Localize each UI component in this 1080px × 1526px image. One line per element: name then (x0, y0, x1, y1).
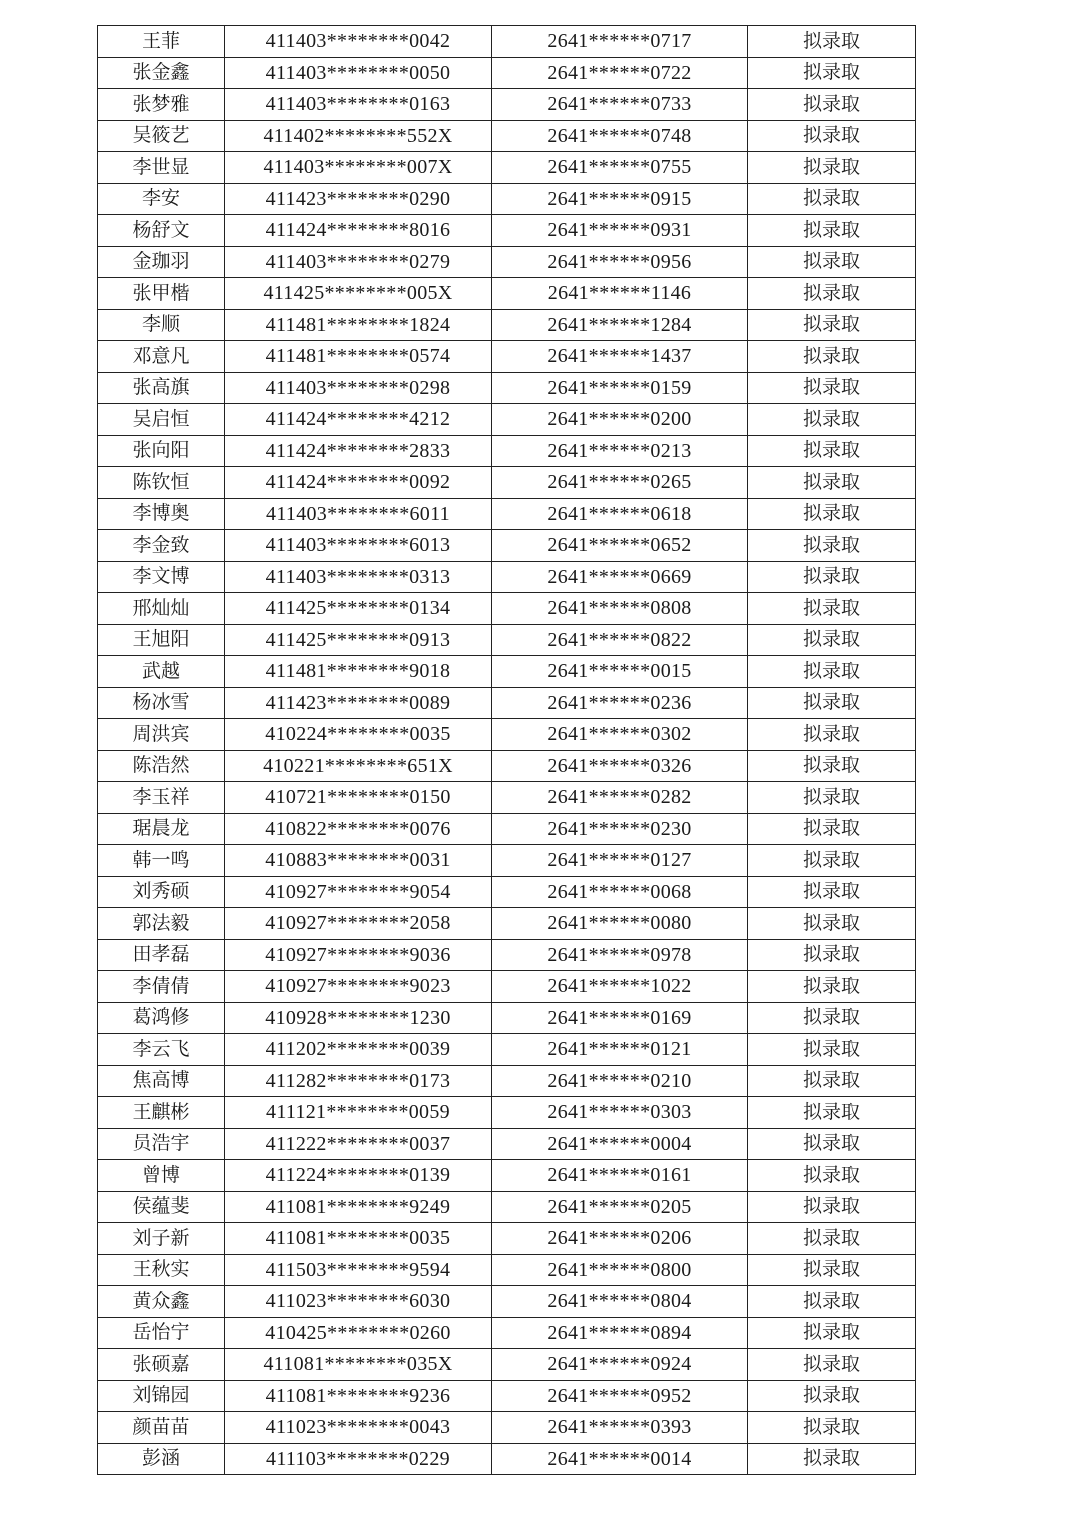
table-row (98, 1128, 916, 1160)
id-number-cell: 411103********0229 (225, 1443, 492, 1475)
id-number-cell: 411425********0913 (225, 624, 492, 656)
table-row (98, 624, 916, 656)
table-row (98, 561, 916, 593)
admission-status-cell: 拟录取 (748, 782, 916, 814)
admission-status-cell: 拟录取 (748, 89, 916, 121)
candidate-name-cell: 葛鸿修 (98, 1002, 225, 1034)
id-number-cell: 410927********9054 (225, 876, 492, 908)
candidate-name-cell: 李倩倩 (98, 971, 225, 1003)
id-number-cell: 411081********9249 (225, 1191, 492, 1223)
id-number-cell: 410425********0260 (225, 1317, 492, 1349)
admission-status-cell: 拟录取 (748, 971, 916, 1003)
exam-number-cell: 2641******0205 (492, 1191, 748, 1223)
admission-status-cell: 拟录取 (748, 246, 916, 278)
admission-status-cell: 拟录取 (748, 1443, 916, 1475)
admission-status-cell: 拟录取 (748, 939, 916, 971)
table-row (98, 404, 916, 436)
id-number-cell: 411403********6011 (225, 498, 492, 530)
id-number-cell: 411403********0298 (225, 372, 492, 404)
table-row (98, 1191, 916, 1223)
exam-number-cell: 2641******0722 (492, 57, 748, 89)
exam-number-cell: 2641******0206 (492, 1223, 748, 1255)
admission-status-cell: 拟录取 (748, 1223, 916, 1255)
candidate-name-cell: 韩一鸣 (98, 845, 225, 877)
exam-number-cell: 2641******1284 (492, 309, 748, 341)
exam-number-cell: 2641******0265 (492, 467, 748, 499)
admission-status-cell: 拟录取 (748, 1254, 916, 1286)
table-row (98, 1223, 916, 1255)
exam-number-cell: 2641******0213 (492, 435, 748, 467)
exam-number-cell: 2641******0652 (492, 530, 748, 562)
table-row (98, 845, 916, 877)
admission-status-cell: 拟录取 (748, 372, 916, 404)
id-number-cell: 411403********0042 (225, 26, 492, 58)
table-row (98, 971, 916, 1003)
table-row (98, 530, 916, 562)
table-row (98, 1097, 916, 1129)
id-number-cell: 411424********0092 (225, 467, 492, 499)
exam-number-cell: 2641******0282 (492, 782, 748, 814)
admission-status-cell: 拟录取 (748, 1412, 916, 1444)
id-number-cell: 410822********0076 (225, 813, 492, 845)
table-row (98, 1317, 916, 1349)
id-number-cell: 411202********0039 (225, 1034, 492, 1066)
candidate-name-cell: 刘锦园 (98, 1380, 225, 1412)
candidate-name-cell: 李博奥 (98, 498, 225, 530)
exam-number-cell: 2641******0015 (492, 656, 748, 688)
exam-number-cell: 2641******0169 (492, 1002, 748, 1034)
admission-status-cell: 拟录取 (748, 845, 916, 877)
admission-status-cell: 拟录取 (748, 309, 916, 341)
id-number-cell: 411402********552X (225, 120, 492, 152)
exam-number-cell: 2641******0755 (492, 152, 748, 184)
admission-status-cell: 拟录取 (748, 183, 916, 215)
exam-number-cell: 2641******0931 (492, 215, 748, 247)
id-number-cell: 411222********0037 (225, 1128, 492, 1160)
id-number-cell: 410928********1230 (225, 1002, 492, 1034)
admission-status-cell: 拟录取 (748, 152, 916, 184)
exam-number-cell: 2641******0004 (492, 1128, 748, 1160)
candidate-name-cell: 张向阳 (98, 435, 225, 467)
table-row (98, 183, 916, 215)
id-number-cell: 411023********6030 (225, 1286, 492, 1318)
candidate-name-cell: 陈浩然 (98, 750, 225, 782)
table-row (98, 908, 916, 940)
exam-number-cell: 2641******0236 (492, 687, 748, 719)
table-row (98, 1254, 916, 1286)
candidate-name-cell: 李世显 (98, 152, 225, 184)
candidate-name-cell: 李金致 (98, 530, 225, 562)
admission-status-cell: 拟录取 (748, 624, 916, 656)
table-row (98, 309, 916, 341)
admission-status-cell: 拟录取 (748, 57, 916, 89)
table-row (98, 26, 916, 58)
exam-number-cell: 2641******0127 (492, 845, 748, 877)
exam-number-cell: 2641******1146 (492, 278, 748, 310)
exam-number-cell: 2641******0915 (492, 183, 748, 215)
candidate-name-cell: 李玉祥 (98, 782, 225, 814)
admission-status-cell: 拟录取 (748, 341, 916, 373)
admission-status-cell: 拟录取 (748, 215, 916, 247)
id-number-cell: 411403********0163 (225, 89, 492, 121)
id-number-cell: 410927********9036 (225, 939, 492, 971)
table-row (98, 1380, 916, 1412)
candidate-name-cell: 周洪宾 (98, 719, 225, 751)
table-row (98, 656, 916, 688)
id-number-cell: 410927********2058 (225, 908, 492, 940)
table-row (98, 1034, 916, 1066)
id-number-cell: 410221********651X (225, 750, 492, 782)
exam-number-cell: 2641******0952 (492, 1380, 748, 1412)
admission-status-cell: 拟录取 (748, 687, 916, 719)
candidate-name-cell: 李文博 (98, 561, 225, 593)
table-row (98, 593, 916, 625)
exam-number-cell: 2641******0302 (492, 719, 748, 751)
candidate-name-cell: 金珈羽 (98, 246, 225, 278)
candidate-name-cell: 吴筱艺 (98, 120, 225, 152)
table-row (98, 278, 916, 310)
id-number-cell: 410883********0031 (225, 845, 492, 877)
exam-number-cell: 2641******0068 (492, 876, 748, 908)
table-row (98, 719, 916, 751)
admission-status-cell: 拟录取 (748, 1065, 916, 1097)
admission-status-cell: 拟录取 (748, 1191, 916, 1223)
table-row (98, 1412, 916, 1444)
table-row (98, 152, 916, 184)
table-row (98, 813, 916, 845)
exam-number-cell: 2641******0800 (492, 1254, 748, 1286)
candidate-name-cell: 焦高博 (98, 1065, 225, 1097)
table-row (98, 1160, 916, 1192)
exam-number-cell: 2641******0014 (492, 1443, 748, 1475)
id-number-cell: 411424********4212 (225, 404, 492, 436)
id-number-cell: 411503********9594 (225, 1254, 492, 1286)
candidate-name-cell: 张硕嘉 (98, 1349, 225, 1381)
table-row (98, 687, 916, 719)
id-number-cell: 411224********0139 (225, 1160, 492, 1192)
table-row (98, 1065, 916, 1097)
exam-number-cell: 2641******0200 (492, 404, 748, 436)
id-number-cell: 411481********9018 (225, 656, 492, 688)
exam-number-cell: 2641******0822 (492, 624, 748, 656)
exam-number-cell: 2641******0393 (492, 1412, 748, 1444)
table-row (98, 1349, 916, 1381)
admission-list-table (97, 25, 916, 1475)
table-row (98, 1286, 916, 1318)
admission-status-cell: 拟录取 (748, 404, 916, 436)
exam-number-cell: 2641******0121 (492, 1034, 748, 1066)
exam-number-cell: 2641******0159 (492, 372, 748, 404)
admission-status-cell: 拟录取 (748, 1097, 916, 1129)
id-number-cell: 411423********0290 (225, 183, 492, 215)
candidate-name-cell: 张甲楷 (98, 278, 225, 310)
admission-status-cell: 拟录取 (748, 1128, 916, 1160)
admission-status-cell: 拟录取 (748, 467, 916, 499)
candidate-name-cell: 王麒彬 (98, 1097, 225, 1129)
id-number-cell: 411424********8016 (225, 215, 492, 247)
candidate-name-cell: 员浩宇 (98, 1128, 225, 1160)
exam-number-cell: 2641******1437 (492, 341, 748, 373)
candidate-name-cell: 李顺 (98, 309, 225, 341)
id-number-cell: 411023********0043 (225, 1412, 492, 1444)
admission-status-cell: 拟录取 (748, 26, 916, 58)
table-row (98, 1002, 916, 1034)
candidate-name-cell: 颜苗苗 (98, 1412, 225, 1444)
table-row (98, 341, 916, 373)
id-number-cell: 411403********6013 (225, 530, 492, 562)
candidate-name-cell: 李安 (98, 183, 225, 215)
admission-status-cell: 拟录取 (748, 561, 916, 593)
candidate-name-cell: 李云飞 (98, 1034, 225, 1066)
table-row (98, 782, 916, 814)
exam-number-cell: 2641******0924 (492, 1349, 748, 1381)
exam-number-cell: 2641******0326 (492, 750, 748, 782)
candidate-name-cell: 侯蕴斐 (98, 1191, 225, 1223)
candidate-name-cell: 黄众鑫 (98, 1286, 225, 1318)
admission-status-cell: 拟录取 (748, 498, 916, 530)
exam-number-cell: 2641******0804 (492, 1286, 748, 1318)
admission-status-cell: 拟录取 (748, 1286, 916, 1318)
table-row (98, 120, 916, 152)
id-number-cell: 411481********0574 (225, 341, 492, 373)
table-row (98, 939, 916, 971)
table-row (98, 89, 916, 121)
table-row (98, 215, 916, 247)
exam-number-cell: 2641******1022 (492, 971, 748, 1003)
candidate-name-cell: 张金鑫 (98, 57, 225, 89)
candidate-name-cell: 张梦雅 (98, 89, 225, 121)
id-number-cell: 411403********0279 (225, 246, 492, 278)
admission-status-cell: 拟录取 (748, 1002, 916, 1034)
exam-number-cell: 2641******0669 (492, 561, 748, 593)
exam-number-cell: 2641******0717 (492, 26, 748, 58)
candidate-name-cell: 岳怡宁 (98, 1317, 225, 1349)
admission-status-cell: 拟录取 (748, 876, 916, 908)
exam-number-cell: 2641******0894 (492, 1317, 748, 1349)
admission-status-cell: 拟录取 (748, 1380, 916, 1412)
id-number-cell: 410224********0035 (225, 719, 492, 751)
candidate-name-cell: 彭涵 (98, 1443, 225, 1475)
id-number-cell: 411121********0059 (225, 1097, 492, 1129)
exam-number-cell: 2641******0161 (492, 1160, 748, 1192)
admission-status-cell: 拟录取 (748, 1317, 916, 1349)
candidate-name-cell: 王旭阳 (98, 624, 225, 656)
id-number-cell: 411081********035X (225, 1349, 492, 1381)
candidate-name-cell: 曾博 (98, 1160, 225, 1192)
candidate-name-cell: 张高旗 (98, 372, 225, 404)
exam-number-cell: 2641******0808 (492, 593, 748, 625)
exam-number-cell: 2641******0748 (492, 120, 748, 152)
candidate-name-cell: 邓意凡 (98, 341, 225, 373)
table-row (98, 498, 916, 530)
id-number-cell: 411403********0313 (225, 561, 492, 593)
table-row (98, 372, 916, 404)
admission-status-cell: 拟录取 (748, 908, 916, 940)
admission-status-cell: 拟录取 (748, 719, 916, 751)
admission-status-cell: 拟录取 (748, 813, 916, 845)
exam-number-cell: 2641******0210 (492, 1065, 748, 1097)
id-number-cell: 411282********0173 (225, 1065, 492, 1097)
id-number-cell: 411424********2833 (225, 435, 492, 467)
table-row (98, 750, 916, 782)
candidate-name-cell: 琚晨龙 (98, 813, 225, 845)
candidate-name-cell: 吴启恒 (98, 404, 225, 436)
admission-status-cell: 拟录取 (748, 1160, 916, 1192)
exam-number-cell: 2641******0303 (492, 1097, 748, 1129)
admission-status-cell: 拟录取 (748, 656, 916, 688)
candidate-name-cell: 郭法毅 (98, 908, 225, 940)
admission-status-cell: 拟录取 (748, 1034, 916, 1066)
candidate-name-cell: 武越 (98, 656, 225, 688)
table-row (98, 57, 916, 89)
table-row (98, 1443, 916, 1475)
id-number-cell: 410721********0150 (225, 782, 492, 814)
id-number-cell: 410927********9023 (225, 971, 492, 1003)
admission-status-cell: 拟录取 (748, 120, 916, 152)
id-number-cell: 411081********0035 (225, 1223, 492, 1255)
table-row (98, 467, 916, 499)
admission-status-cell: 拟录取 (748, 593, 916, 625)
id-number-cell: 411403********007X (225, 152, 492, 184)
table-row (98, 246, 916, 278)
id-number-cell: 411403********0050 (225, 57, 492, 89)
candidate-name-cell: 王秋实 (98, 1254, 225, 1286)
exam-number-cell: 2641******0978 (492, 939, 748, 971)
exam-number-cell: 2641******0080 (492, 908, 748, 940)
id-number-cell: 411081********9236 (225, 1380, 492, 1412)
id-number-cell: 411425********0134 (225, 593, 492, 625)
candidate-name-cell: 王菲 (98, 26, 225, 58)
candidate-name-cell: 陈钦恒 (98, 467, 225, 499)
admission-list-body (98, 26, 916, 1475)
candidate-name-cell: 田孝磊 (98, 939, 225, 971)
id-number-cell: 411481********1824 (225, 309, 492, 341)
candidate-name-cell: 刘秀硕 (98, 876, 225, 908)
exam-number-cell: 2641******0956 (492, 246, 748, 278)
admission-status-cell: 拟录取 (748, 435, 916, 467)
admission-status-cell: 拟录取 (748, 278, 916, 310)
candidate-name-cell: 邢灿灿 (98, 593, 225, 625)
id-number-cell: 411423********0089 (225, 687, 492, 719)
candidate-name-cell: 刘子新 (98, 1223, 225, 1255)
admission-status-cell: 拟录取 (748, 1349, 916, 1381)
table-row (98, 435, 916, 467)
exam-number-cell: 2641******0618 (492, 498, 748, 530)
table-row (98, 876, 916, 908)
id-number-cell: 411425********005X (225, 278, 492, 310)
admission-status-cell: 拟录取 (748, 530, 916, 562)
candidate-name-cell: 杨冰雪 (98, 687, 225, 719)
exam-number-cell: 2641******0733 (492, 89, 748, 121)
candidate-name-cell: 杨舒文 (98, 215, 225, 247)
admission-status-cell: 拟录取 (748, 750, 916, 782)
exam-number-cell: 2641******0230 (492, 813, 748, 845)
